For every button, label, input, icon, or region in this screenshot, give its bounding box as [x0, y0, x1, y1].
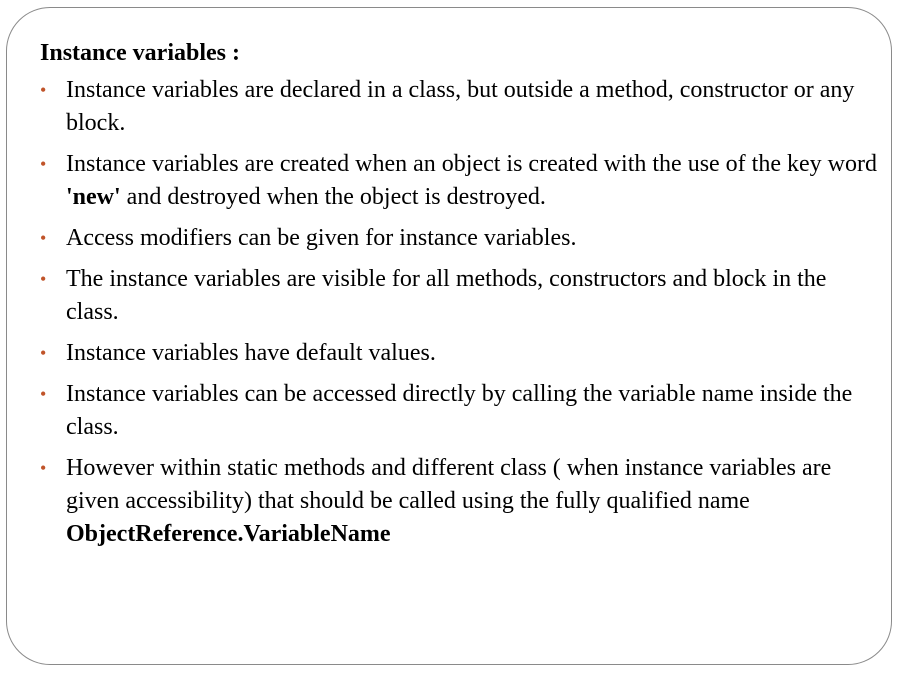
bullet-icon: • — [40, 269, 47, 289]
bullet-icon: • — [40, 228, 47, 248]
bullet-item-4 — [40, 263, 880, 329]
bullet-item-7 — [40, 452, 880, 551]
bullet-item-2 — [40, 148, 880, 214]
bullet-text: Instance variables are declared in a class, but outside a method, constructor or any block. — [66, 77, 855, 136]
bullet-item-1 — [40, 74, 880, 140]
bullet-icon: • — [40, 458, 47, 478]
bullet-text-post: and destroyed when the object is destroyed. — [120, 184, 546, 210]
bullet-text: Instance variables have default values. — [66, 340, 436, 366]
bullet-icon: • — [40, 343, 47, 363]
slide-frame — [6, 7, 892, 665]
keyword-new: 'new' — [66, 184, 121, 210]
bullet-item-5 — [40, 337, 880, 370]
bullet-text-pre: Instance variables are created when an object is created with the use of the key word — [66, 151, 877, 177]
bullet-icon: • — [40, 384, 47, 404]
slide-heading: Instance variables : — [40, 40, 240, 66]
qualified-name: ObjectReference.VariableName — [66, 521, 391, 547]
bullet-item-6 — [40, 378, 880, 444]
bullet-text: The instance variables are visible for all methods, constructors and block in the class. — [66, 266, 827, 325]
bullet-item-3 — [40, 222, 880, 255]
slide-content — [40, 36, 880, 559]
bullet-icon: • — [40, 154, 47, 174]
bullet-list — [40, 74, 880, 551]
bullet-text: Instance variables can be accessed directly by calling the variable name inside the class. — [66, 381, 853, 440]
bullet-text-pre: However within static methods and different class ( when instance variables are given accessibility) that should be called using the fully qualified name — [66, 455, 832, 514]
bullet-icon: • — [40, 80, 47, 100]
bullet-text: Access modifiers can be given for instance variables. — [66, 225, 577, 251]
